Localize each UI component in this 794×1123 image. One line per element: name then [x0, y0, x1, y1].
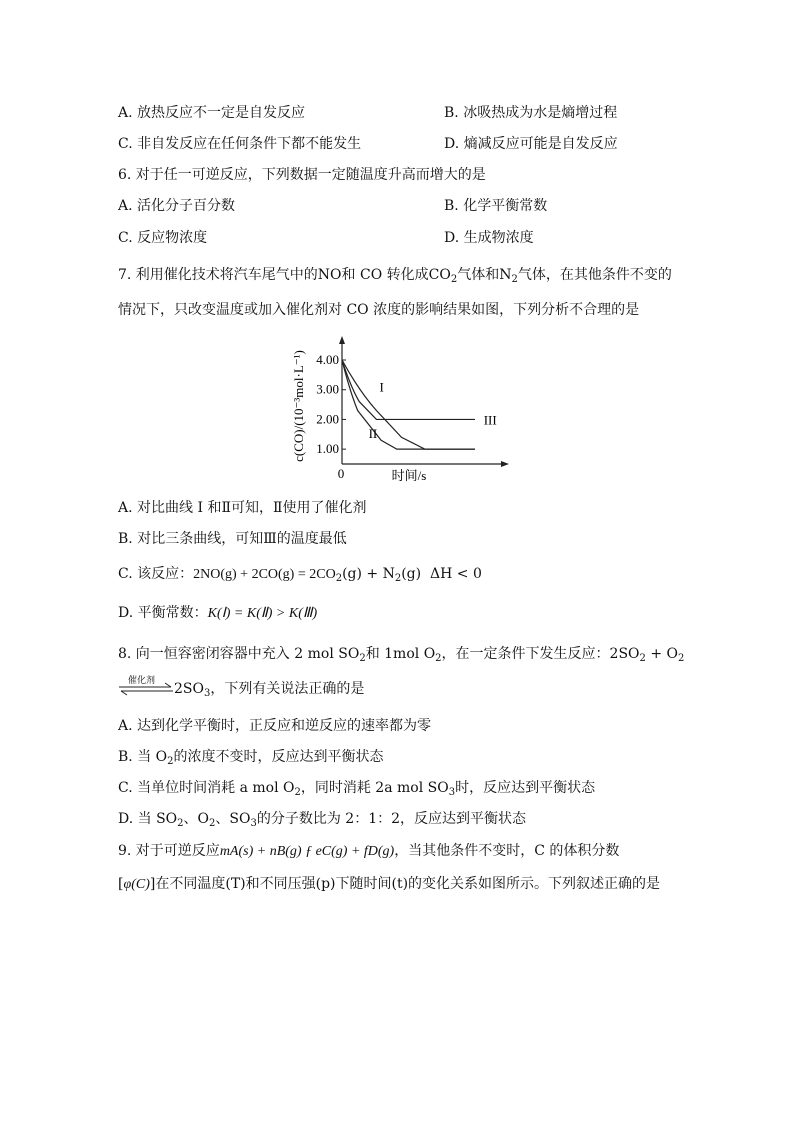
curve-label-i: I — [379, 379, 384, 395]
q9-stem-line2 — [118, 875, 660, 894]
x-axis-label: 时间/s — [391, 468, 427, 483]
q7-stem-part2: 气体和 — [457, 267, 500, 283]
q7-stem-line1: 7. 利用催化技术将汽车尾气中的NO和 CO 转化成$CO_2$气体和$N_2$气体，在其他条件不变的 — [118, 267, 672, 285]
curve-label-iii: III — [483, 412, 497, 428]
y-tick-label: 4.00 — [316, 352, 339, 367]
q8-option-d-a: D. 当 SO — [118, 811, 178, 827]
q8-stem-part4: + O — [645, 646, 679, 662]
q7-option-d — [118, 604, 317, 623]
q6-option-a: A. 活化分子百分数 — [118, 198, 236, 214]
q8-stem-line2: 催化剂 $2SO_3$，下列有关说法正确的是 — [118, 680, 364, 698]
q9-stem-part1: 9. 对于可逆反应 — [118, 843, 220, 859]
q8-option-b: B. 当 $O_2$的浓度不变时，反应达到平衡状态 — [118, 749, 384, 767]
q5-option-a: A. 放热反应不一定是自发反应 — [118, 105, 306, 121]
x-axis-arrow — [501, 461, 509, 467]
q8-option-c-c: 时，反应达到平衡状态 — [455, 780, 596, 796]
q7-option-a: A. 对比曲线 I 和Ⅱ可知，Ⅱ使用了催化剂 — [118, 500, 367, 516]
q8-option-c-a: C. 当单位时间消耗 a mol O — [118, 780, 295, 796]
y-tick-label: 1.00 — [316, 441, 339, 457]
q8-stem-part5: ，下列有关说法正确的是 — [210, 681, 365, 697]
q9-stem-part2: ，当其他条件不变时，C 的体积分数 — [394, 843, 620, 859]
q5-option-d: D. 熵减反应可能是自发反应 — [444, 136, 618, 152]
q5-option-c: C. 非自发反应在任何条件下都不能发生 — [118, 136, 362, 152]
curve-label-ii: II — [368, 425, 378, 441]
q7-option-d-prefix: D. 平衡常数： — [118, 605, 208, 621]
q8-option-b-b: 的浓度不变时，反应达到平衡状态 — [173, 749, 384, 765]
q8-option-d-c: 、SO — [215, 811, 251, 827]
q8-option-d-b: 、O — [183, 811, 210, 827]
q6-stem: 6. 对于任一可逆反应，下列数据一定随温度升高而增大的是 — [118, 167, 486, 183]
y-tick-label: 3.00 — [316, 381, 339, 397]
q7-option-b: B. 对比三条曲线，可知Ⅲ的温度最低 — [118, 531, 347, 547]
catalyst-label: 催化剂 — [128, 676, 156, 686]
q7-option-d-eq: K(Ⅰ) = K(Ⅱ) > K(Ⅲ) — [207, 606, 318, 621]
q9-bracket: [ — [118, 876, 124, 892]
y-axis-label: c(CO)/(10⁻³mol·L⁻¹) — [291, 350, 306, 462]
q8-option-c-b: ，同时消耗 2a mol SO — [300, 780, 449, 796]
q8-stem-part2: 和 1mol O — [365, 646, 436, 662]
q8-stem-line1: 8. 向一恒容密闭容器中充入 2 mol $SO_2$和 1mol $O_2$，在一定条件下发生反应：$2SO_2 + O_2$ — [118, 646, 685, 664]
origin-label: 0 — [337, 466, 345, 481]
co-concentration-chart — [285, 332, 515, 484]
q7-option-c-eq3: (g) — [401, 566, 422, 582]
q5-option-b: B. 冰吸热成为水是熵增过程 — [444, 105, 618, 121]
q7-option-c-prefix: C. 该反应： — [118, 566, 194, 582]
y-tick-label: 2.00 — [316, 411, 339, 427]
q7-option-c-eq: 2NO(g) + 2CO(g) = 2CO — [193, 567, 336, 582]
q6-option-c: C. 反应物浓度 — [118, 230, 208, 246]
y-axis-arrow — [339, 336, 345, 344]
q7-option-c: C. 该反应：$2NO(g) + 2CO(g) = 2CO_2(g) + N_2(g) \Delta H < 0$ — [118, 566, 482, 584]
q7-option-c-eq2: (g) + N — [342, 566, 395, 582]
q9-equation: mA(s) + nB(g) ƒ eC(g) + fD(g) — [219, 844, 395, 859]
q7-stem-line2: 情况下，只改变温度或加入催化剂对 CO 浓度的影响结果如图，下列分析不合理的是 — [118, 302, 640, 318]
q9-phi: φ(C) — [123, 877, 150, 892]
q6-option-d: D. 生成物浓度 — [444, 230, 534, 246]
curve-iii — [342, 360, 475, 419]
q8-option-a: A. 达到化学平衡时，正反应和逆反应的速率都为零 — [118, 718, 432, 734]
q9-stem-part3: ]在不同温度(T)和不同压强(p)下随时间(t)的变化关系如图所示。下列叙述正确的是 — [149, 876, 661, 892]
q8-product: 2SO — [174, 681, 204, 697]
q8-option-b-a: B. 当 O — [118, 749, 168, 765]
q8-option-c: C. 当单位时间消耗 a mol $O_2$，同时消耗 2a mol $SO_3$时，反应达到平衡状态 — [118, 780, 596, 798]
reversible-arrow-icon — [118, 680, 174, 698]
q9-stem-line1 — [118, 842, 619, 861]
q8-option-d: D. 当 $SO_2$、$O_2$、$SO_3$的分子数比为 2：1：2，反应达到平衡状态 — [118, 811, 527, 829]
q7-stem-part1: 7. 利用催化技术将汽车尾气中的NO和 CO 转化成 — [118, 267, 429, 283]
q8-option-d-d: 的分子数比为 2：1：2，反应达到平衡状态 — [256, 811, 527, 827]
q8-stem-part1: 8. 向一恒容密闭容器中充入 2 mol SO — [118, 646, 360, 662]
q7-option-c-dh: ΔH < 0 — [430, 566, 482, 582]
catalyst-arrow — [118, 676, 174, 698]
q6-option-b: B. 化学平衡常数 — [444, 198, 548, 214]
q7-stem-part3: 气体，在其他条件不变的 — [517, 267, 672, 283]
q8-stem-part3: ，在一定条件下发生反应：2SO — [441, 646, 640, 662]
